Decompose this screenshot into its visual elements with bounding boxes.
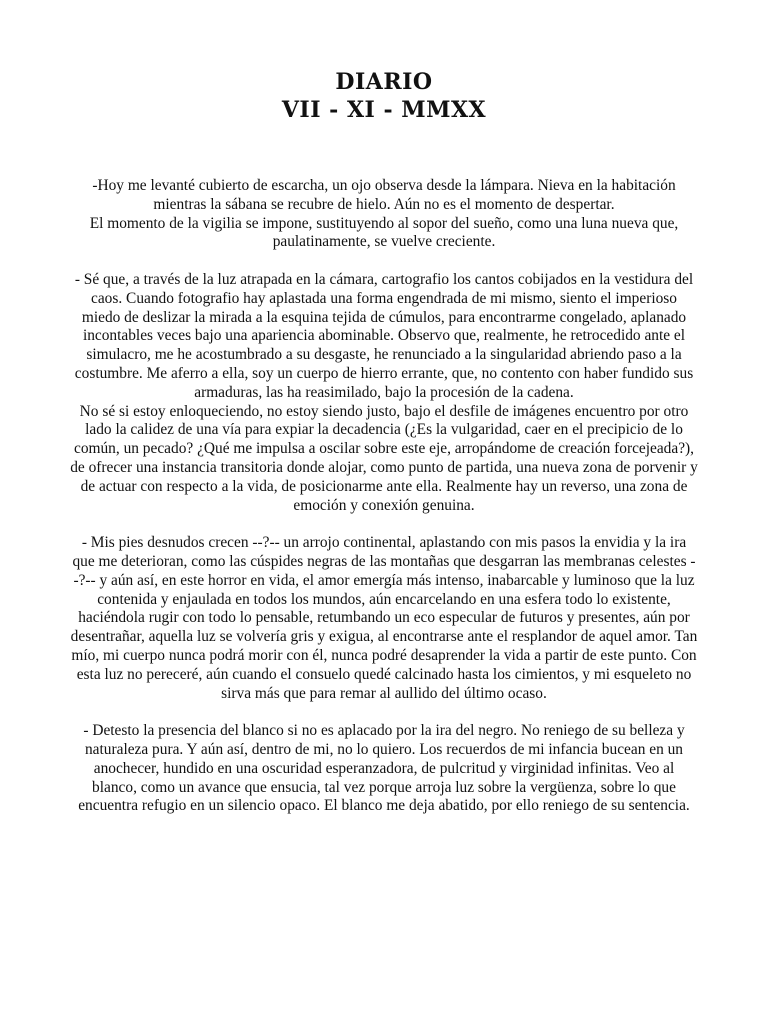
paragraph-gap: [70, 515, 698, 534]
document-date: VII - XI - MMXX: [281, 97, 487, 123]
paragraph-1: -Hoy me levanté cubierto de escarcha, un ojo observa desde la lámpara. Nieva en la habitación mientras la sábana se recubre de hielo. Aún no es el momento de despertar.: [92, 177, 676, 213]
paragraph-3: - Sé que, a través de la luz atrapada en la cámara, cartografio los cantos cobijados en la vestidura del caos. Cuando fotografio hay aplastada una forma engendrada de mi mismo, siento el imperioso miedo de deslizar la mirada a la esquina tejida de cúmulos, para encontrarme congelado, aplanado incontables veces bajo una apariencia abominable. Observo que, realmente, he retrocedido ante el simulacro, me he acostumbrado a su desgaste, he renunciado a la singularidad abriendo paso a la costumbre. Me aferro a ella, soy un cuerpo de hierro errante, que, no contento con haber fundido sus armaduras, las ha reasimilado, bajo la procesión de la cadena.: [74, 270, 694, 401]
paragraph-gap: [70, 252, 698, 271]
document-heading: [70, 68, 698, 124]
document-page: [70, 68, 698, 816]
document-title: DIARIO: [335, 69, 433, 95]
paragraph-5: - Mis pies desnudos crecen --?-- un arrojo continental, aplastando con mis pasos la envidia y la ira que me deterioran, como las cúspides negras de las montañas que desgarran las membranas celestes --?-- y aún así, en este horror en vida, el amor emergía más intenso, inabarcable y luminoso que la luz contenida y enjaulada en todos los mundos, aún encarcelando en una esfera todo lo existente, haciéndola rugir con todo lo pensable, retumbando un eco especular de futuros y presentes, aún por desentrañar, aquella luz se volvería gris y exigua, al encontrarse ante el resplandor de aquel amor. Tan mío, mi cuerpo nunca podrá morir con él, nunca podré desaprender la vida a partir de este punto. Con esta luz no pereceré, aún cuando el consuelo quedé calcinado hasta los cimientos, y mi esqueleto no sirva más que para remar al aullido del último ocaso.: [70, 534, 698, 702]
document-body: [70, 177, 698, 816]
paragraph-2: El momento de la vigilia se impone, sustituyendo al sopor del sueño, como una luna nueva que, paulatinamente, se vuelve creciente.: [89, 214, 679, 251]
paragraph-4: No sé si estoy enloqueciendo, no estoy siendo justo, bajo el desfile de imágenes encuentro por otro lado la calidez de una vía para expiar la decadencia (¿Es la vulgaridad, caer en el precipicio de lo común, un pecado? ¿Qué me impulsa a oscilar sobre este eje, arropándome de creación forcejeada?), de ofrecer una instancia transitoria donde alojar, como punto de partida, una nueva zona de porvenir y de actuar con respecto a la vida, de posicionarme ante ella. Realmente hay un reverso, una zona de emoción y conexión genuina.: [70, 402, 698, 514]
paragraph-6: - Detesto la presencia del blanco si no es aplacado por la ira del negro. No reniego de su belleza y naturaleza pura. Y aún así, dentro de mi, no lo quiero. Los recuerdos de mi infancia bucean en un anochecer, hundido en una oscuridad esperanzadora, de pulcritud y virginidad infinitas. Veo al blanco, como un avance que ensucia, tal vez porque arroja luz sobre la vergüenza, sobre lo que encuentra refugio en un silencio opaco. El blanco me deja abatido, por ello reniego de su sentencia.: [78, 722, 690, 815]
paragraph-gap: [70, 703, 698, 722]
